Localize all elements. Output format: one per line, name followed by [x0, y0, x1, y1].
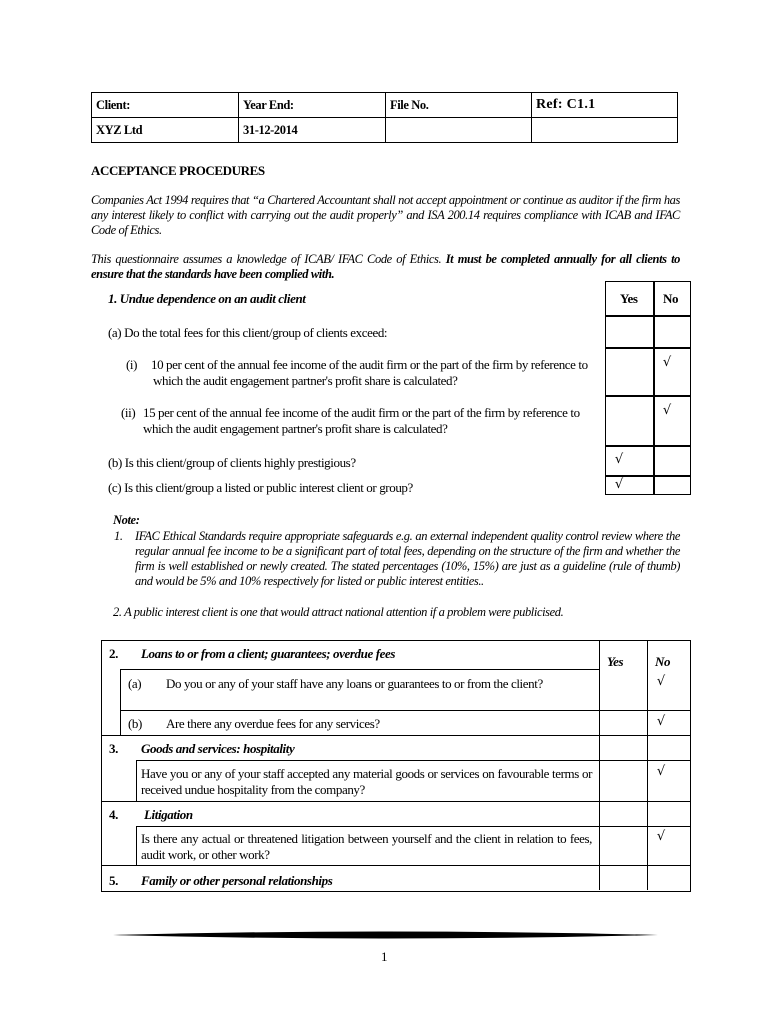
client-value: XYZ Ltd	[92, 118, 239, 143]
row-line-3	[101, 735, 690, 736]
col-sep-no	[647, 640, 648, 890]
section3-num: 3.	[109, 741, 118, 756]
question-1a-i: 10 per cent of the annual fee income of the audit firm or the part of the firm by reference to which the audit engagement partner's profit share is calculated?	[151, 357, 588, 388]
question-1a-i-num: (i)	[126, 357, 138, 372]
section4-heading: Litigation	[144, 807, 193, 822]
s1aii-no-tick: √	[662, 403, 672, 418]
page-number: 1	[381, 949, 388, 964]
s1ai-no-tick: √	[662, 355, 672, 370]
section5-num: 5.	[109, 873, 118, 888]
header-table	[91, 92, 678, 143]
s1b-no-cell[interactable]	[653, 445, 691, 477]
question-1b: (b) Is this client/group of clients highly prestigious?	[108, 455, 356, 470]
q2b-num: (b)	[128, 716, 142, 731]
page-title: ACCEPTANCE PROCEDURES	[91, 163, 265, 178]
row-line-2b	[120, 710, 690, 711]
q3: Have you or any of your staff accepted any material goods or services on favourable terms or received undue hospitality from the company?	[141, 766, 592, 797]
question-1a-ii: 15 per cent of the annual fee income of the audit firm or the part of the firm by reference to which the audit engagement partner's profit share is calculated?	[143, 405, 580, 436]
question-1c: (c) Is this client/group a listed or public interest client or group?	[108, 480, 413, 495]
section1-heading: 1. Undue dependence on an audit client	[108, 291, 306, 306]
ref-label: Ref: C1.1	[532, 93, 678, 118]
row-line-4q	[136, 826, 690, 827]
section2-heading: Loans to or from a client; guarantees; overdue fees	[141, 646, 396, 661]
section5-heading: Family or other personal relationships	[141, 873, 333, 888]
s1-no-label: No	[663, 291, 679, 306]
q2a-num: (a)	[128, 676, 142, 691]
s1c-no-cell[interactable]	[653, 475, 691, 495]
s1c-yes-tick: √	[614, 477, 624, 492]
q2b: Are there any overdue fees for any services?	[166, 716, 380, 731]
note-1-num: 1.	[114, 529, 123, 543]
section1-answer-grid	[605, 281, 690, 494]
file-no-label: File No.	[386, 93, 532, 118]
section3-heading: Goods and services: hospitality	[141, 741, 295, 756]
note-heading: Note:	[113, 513, 140, 527]
questionnaire-note	[91, 252, 680, 282]
intro2-bold: It must be completed annually for all clients to ensure that the standards have been complied with.	[91, 252, 680, 281]
year-end-label: Year End:	[239, 93, 386, 118]
q2b-no-tick: √	[656, 714, 666, 729]
row-line-5	[101, 865, 690, 866]
note-2: 2. A public interest client is one that would attract national attention if a problem were publicised.	[113, 605, 564, 619]
q4: Is there any actual or threatened litigation between yourself and the client in relation to fees, audit work, or other work?	[141, 831, 592, 862]
intro-paragraph: Companies Act 1994 requires that “a Chartered Accountant shall not accept appointment or continue as auditor if the firm has any interest likely to conflict with carrying out the audit properly” and ISA 200.14 requires compliance with ICAB and IFAC Code of Ethics.	[91, 193, 680, 237]
row-line-4	[101, 801, 690, 802]
footer-divider	[113, 930, 658, 940]
row-line-3q	[136, 760, 690, 761]
sub-row-sep-4	[136, 826, 137, 865]
file-no-value	[386, 118, 532, 143]
question-1a: (a) Do the total fees for this client/group of clients exceed:	[108, 325, 388, 340]
s1ai-yes-cell[interactable]	[605, 347, 655, 397]
section2-num: 2.	[109, 646, 118, 661]
row-line-2a	[120, 669, 599, 670]
intro2-normal: This questionnaire assumes a knowledge of ICAB/ IFAC Code of Ethics.	[91, 252, 446, 266]
s1-yes-label: Yes	[620, 291, 638, 306]
s1a-yes-cell[interactable]	[605, 315, 655, 349]
client-label: Client:	[92, 93, 239, 118]
col-sep-yes	[599, 640, 600, 890]
s1b-yes-tick: √	[614, 452, 624, 467]
s1aii-yes-cell[interactable]	[605, 395, 655, 447]
s1a-no-cell[interactable]	[653, 315, 691, 349]
year-end-value: 31-12-2014	[239, 118, 386, 143]
q2a: Do you or any of your staff have any loans or guarantees to or from the client?	[166, 676, 543, 691]
q4-no-tick: √	[656, 829, 666, 844]
q2a-no-tick: √	[656, 674, 666, 689]
s2-yes-label: Yes	[607, 654, 624, 669]
sub-row-sep-3	[136, 760, 137, 801]
sections-table	[101, 640, 691, 892]
note-1: IFAC Ethical Standards require appropriate safeguards e.g. an external independent quality control review where the regular annual fee income to be a significant part of total fees, depending on the structure of the firm and whether the firm is well established or newly created. The stated percentages (10%, 15%) are just as a guideline (rule of thumb) and would be 5% and 10% respectively for listed or public interest entities..	[135, 529, 680, 588]
question-1a-ii-num: (ii)	[121, 405, 136, 420]
sub-row-sep-2	[120, 669, 121, 735]
section4-num: 4.	[109, 807, 118, 822]
q3-no-tick: √	[656, 764, 666, 779]
ref-value	[532, 118, 678, 143]
s2-no-label: No	[655, 654, 671, 669]
